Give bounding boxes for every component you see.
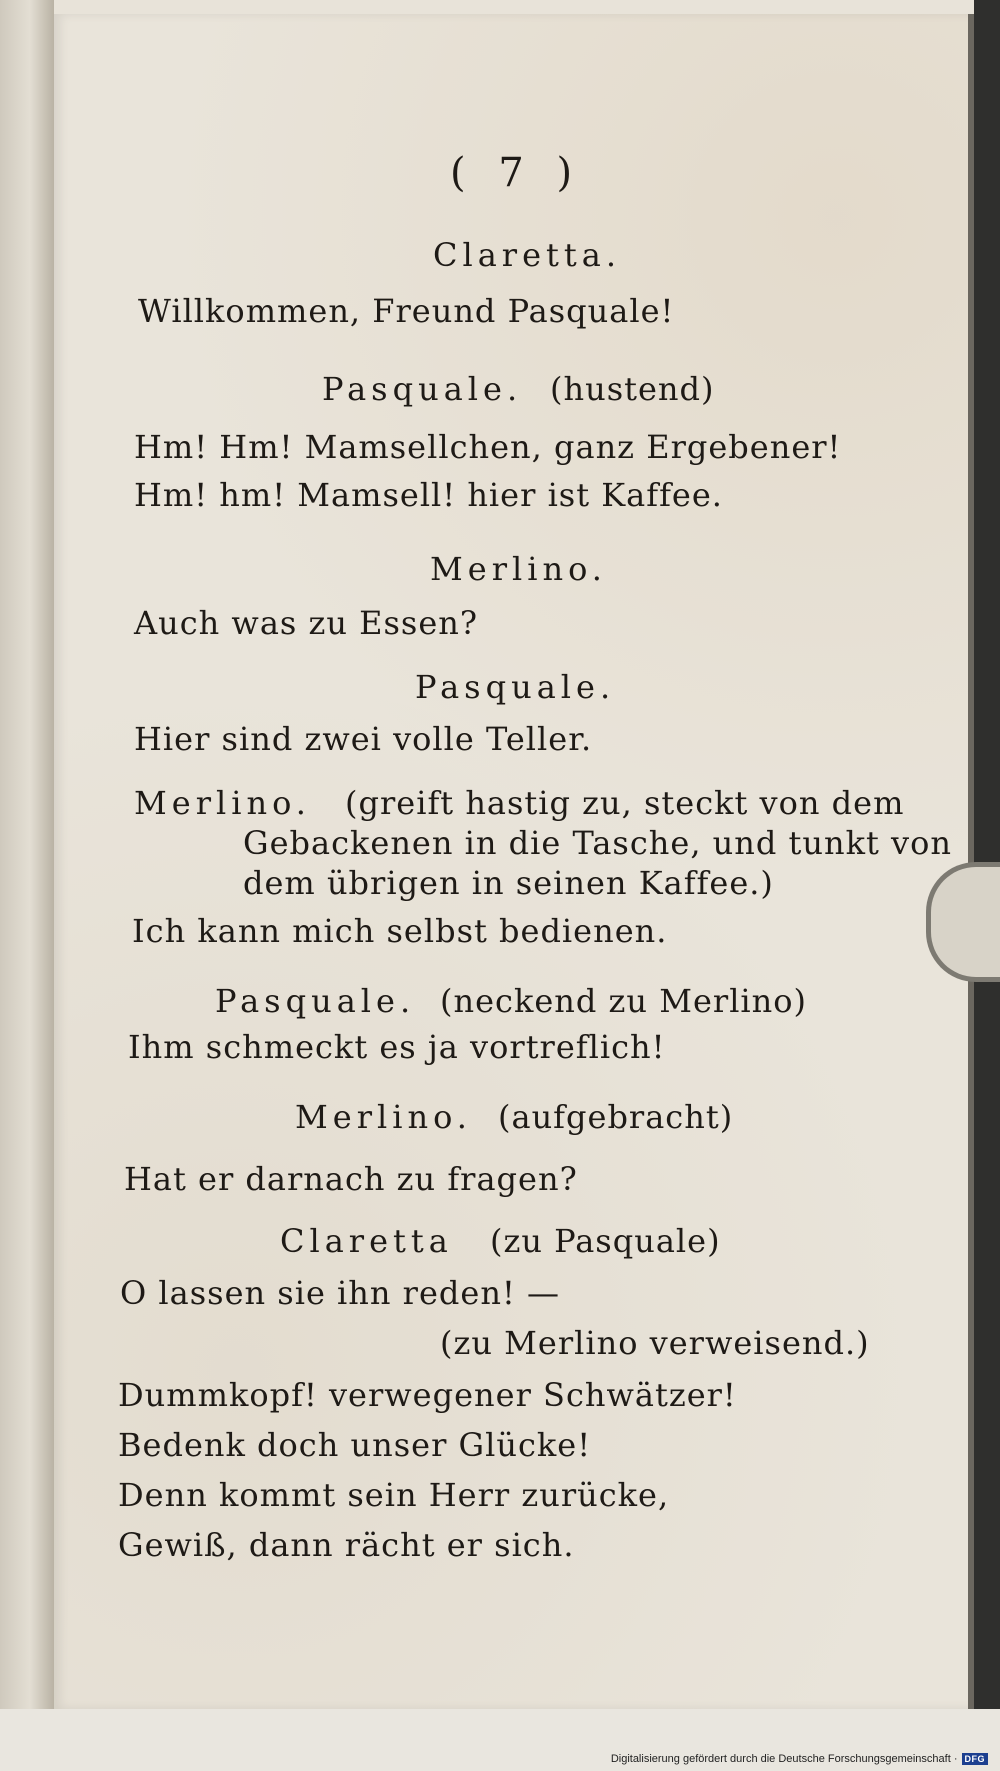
verse-line: O lassen sie ihn reden! — (120, 1274, 560, 1312)
stage-direction: Gebackenen in die Tasche, und tunkt von (243, 824, 952, 862)
verse-line: Denn kommt sein Herr zurücke, (118, 1476, 670, 1514)
stage-direction: (zu Pasquale) (490, 1222, 721, 1260)
speaker-claretta: Claretta. (433, 236, 621, 274)
verse-line: Hm! Hm! Mamsellchen, ganz Ergebener! (134, 428, 842, 466)
verse-line: Ich kann mich selbst bedienen. (132, 912, 668, 950)
verse-line: Dummkopf! verwegener Schwätzer! (118, 1376, 737, 1414)
verse-line: Willkommen, Freund Pasquale! (138, 292, 675, 330)
credit-text: Digitalisierung gefördert durch die Deutsche Forschungsgemeinschaft · (610, 1753, 958, 1765)
speaker-merlino: Merlino. (134, 784, 311, 822)
stage-direction: (hustend) (550, 370, 715, 408)
page-number: ( 7 ) (450, 150, 583, 196)
verse-line: Bedenk doch unser Glücke! (118, 1426, 592, 1464)
verse-line: Auch was zu Essen? (134, 604, 479, 642)
verse-line: Hat er darnach zu fragen? (124, 1160, 578, 1198)
stage-direction: (aufgebracht) (498, 1098, 734, 1136)
book-spine (0, 0, 54, 1771)
verse-line: Ihm schmeckt es ja vortreflich! (128, 1028, 666, 1066)
stage-direction: (greift hastig zu, steckt von dem (345, 784, 905, 822)
speaker-merlino: Merlino. (430, 550, 607, 588)
speaker-pasquale: Pasquale. (215, 982, 416, 1020)
verse-line: Gewiß, dann rächt er sich. (118, 1526, 575, 1564)
stage-direction: dem übrigen in seinen Kaffee.) (243, 864, 774, 902)
speaker-pasquale: Pasquale. (415, 668, 616, 706)
speaker-pasquale: Pasquale. (322, 370, 523, 408)
digitization-credit (611, 1753, 988, 1765)
speaker-merlino: Merlino. (295, 1098, 472, 1136)
stage-direction: (zu Merlino verweisend.) (440, 1324, 870, 1362)
dfg-logo-icon: DFG (962, 1753, 989, 1765)
verse-line: Hier sind zwei volle Teller. (134, 720, 593, 758)
stage-direction: (neckend zu Merlino) (440, 982, 808, 1020)
speaker-claretta: Claretta (280, 1222, 453, 1260)
page-clip (926, 862, 1000, 982)
verse-line: Hm! hm! Mamsell! hier ist Kaffee. (134, 476, 723, 514)
